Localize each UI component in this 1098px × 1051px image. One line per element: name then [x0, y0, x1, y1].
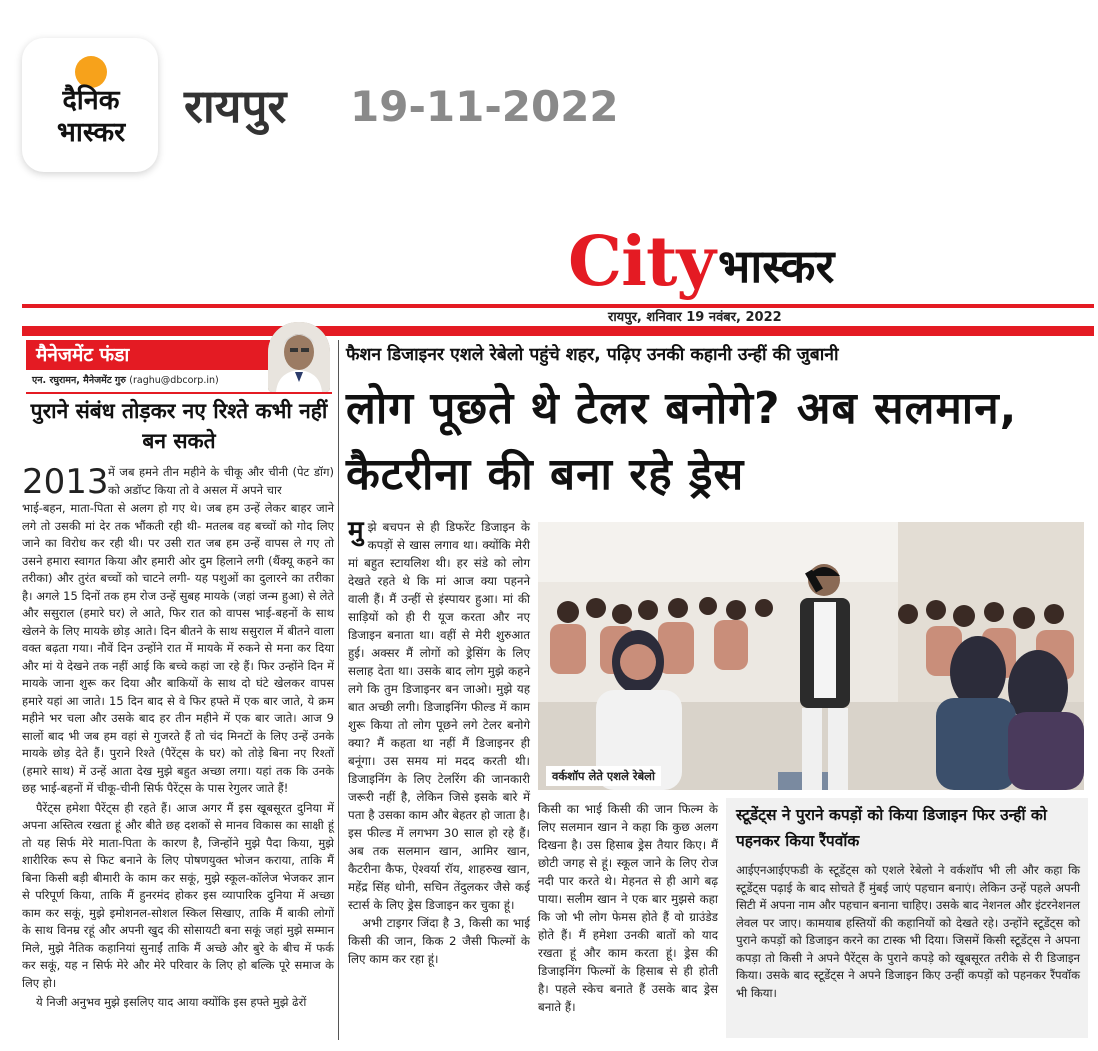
logo-text-line2: भास्कर [56, 117, 126, 148]
masthead-dateline: रायपुर, शनिवार 19 नवंबर, 2022 [608, 310, 782, 325]
column-lead-text: में जब हमने तीन महीने के चीकू और चीनी (पेट डॉग) को अडॉप्ट किया तो वे असल में अपने चार [108, 465, 334, 497]
author-name: एन. रघुरामन, मैनेजमेंट गुरु [32, 375, 126, 386]
sidebar-headline: स्टूडेंट्स ने पुराने कपड़ों को किया डिजाइन फिर उन्हीं को पहनकर किया रैंपवॉक [736, 806, 1047, 850]
author-line: एन. रघुरामन, मैनेजमेंट गुरु (raghu@dbcorp.in) [32, 375, 219, 386]
masthead-bhaskar: भास्कर [718, 239, 835, 293]
story-photo [538, 522, 1084, 790]
column-paragraph: ये निजी अनुभव मुझे इसलिए याद आया क्योंकि इस हफ्ते मुझे ढेरों [36, 995, 307, 1009]
column-paragraph: भाई-बहन, माता-पिता से अलग हो गए थे। जब हम उन्हें लेकर बाहर जाने लगे तो उसकी मां देर तक भौंकती रही थी- मतलब वह बच्चों को गोद लिए जाने का विरोध कर रही थी। पर उसी रात जब हम उन्हें वापस ले गए तो उसने हमारा स्वागत किया और हमारी ओर दुम हिलाने लगी (थैंक्यू कहने का तरीका) और तुरंत बच्चों को चाटने लगी- यह पशुओं का दुलारने का तरीका है। अगले 15 दिनों तक हम रोज उन्हें सुबह मायके (जहां जन्म हुआ) से लेते और ससुराल (हमारे घर) ले आते, फिर रात को वापस भाई-बहनों के साथ खेलने के लिए मायके छोड़ आते। दिन बीतने के साथ ससुराल में बीतने वाला वक्त बढ़ता गया। नौवें दिन उन्होंने रात में मायके में रुकने से मना कर दिया और मां ये देखने तक नहीं आई कि बच्चे कहां जा रहे हैं। फिर उन्होंने दिन में मायके जाना शुरू कर दिया और बाकियों के साथ दो घंटे खेलकर वापस हमारे यहां आ जाते। 15 दिन बाद से वे फिर हफ्ते में एक बार जाते, ये क्रम महीने भर चला और उसके बाद हर तीन महीने में एक बार जाते। आज 9 सालों बाद भी जब हम वहां से गुजरते हैं तो चंद मिनटों के लिए उन्हें उनके मायके छोड़ देते हैं। पुराने रिश्ते (पैरेंट्स के घर) को तोड़े बिना नए रिश्तों (हमारे साथ) में उन्हें आता देख मुझे बहुत अच्छा लगा। यहां तक कि उनके छह भाई-बहनों में चीकू-चीनी सिर्फ पैरेंट्स के पास रेगुलर जाते हैं! [22, 501, 334, 795]
story-paragraph: अभी टाइगर जिंदा है 3, किसी का भाई किसी की जान, किक 2 जैसी फिल्मों के लिए काम कर रहा हूं। [348, 916, 530, 966]
story-paragraph: झे बचपन से ही डिफरेंट डिजाइन के कपड़ों से खास लगाव था। क्योंकि मेरी मां बहुत स्टायलिश थी। हर संडे को लोग देखते रहते थे कि मां आज क्या पहनने वाली हैं। मैं उन्हीं से इंस्पायर हुआ। मां की साड़ियों को ही री यूज करता और नए डिजाइन बनाता था। वहीं से मेरी शुरुआत हुई। अक्सर मैं लोगों को ड्रेसिंग के लिए सलाह देता था। उसके बाद लोग मुझे कहने लगे कि तुम डिजाइनर बन जाओ। मुझे यह बात अच्छी लगी। डिजाइनिंग फील्ड में काम शुरू किया तो लोग पूछने लगे टेलर बनोगे क्या? मैं कहता था नहीं मैं डिजाइनर ही बनूंगा। उस समय मां मदद करती थी। डिजाइनिंग के लिए टेलरिंग की जानकारी जरूरी नहीं है, लेकिन जिसे इसके बारे में पता है उसका काम और बेहतर हो जाता है। इस फील्ड में लगभग 30 साल हो रहे हैं। अब तक सलमान खान, आमिर खान, कैटरीना कैफ, ऐश्वर्या रॉय, शाहरुख खान, महेंद्र सिंह धोनी, सचिन तेंदुलकर जैसे कई स्टार्स के लिए ड्रेस डिजाइन कर चुका हूं। [348, 520, 530, 912]
column-paragraph: पैरेंट्स हमेशा पैरेंट्स ही रहते हैं। आज अगर मैं इस खूबसूरत दुनिया में अपना अस्तित्व रखता हूं और बीते छह दशकों से मानव विकास का साक्षी हूं तो यह सिर्फ मेरे माता-पिता के कारण है, जिन्होंने मुझे पैदा किया, मुझे शारीरिक रूप से फिट बनाने के लिए पोषणयुक्त भोजन कराया, ताकि मैं बिना किसी बड़ी बीमारी के काम कर सकूं, मुझे स्कूल-कॉलेज भेजकर ज्ञान से परिपूर्ण किया, ताकि मैं हुनरमंद होकर इस व्यापारिक दुनिया में अच्छा काम कर सकूं, मुझे इमोशनल-सोशल स्किल सिखाए, ताकि मैं बाकी लोगों के साथ विनम्र रहूं और अपनी खुद की सोसायटी बना सकूं जहां मुझे सम्मान मिले, मुझे नैतिक कहानियां सुनाईं ताकि मैं अच्छे और बुरे के बीच में फर्क कर सकूं, यह न सिर्फ मेरे और मेरे परिवार के लिए हो बल्कि पूरे समाज के लिए हो। [22, 800, 334, 990]
edition-city: रायपुर [184, 79, 287, 133]
column-title: मैनेजमेंट फंडा [36, 344, 130, 366]
author-email: raghu@dbcorp.in [133, 375, 216, 386]
edition-date: 19-11-2022 [350, 82, 619, 131]
author-photo [268, 322, 330, 392]
section-band [22, 326, 1094, 336]
column-body [22, 500, 334, 1014]
logo-text-line1: दैनिक [62, 85, 120, 116]
story-dropcap: मु [348, 516, 364, 546]
masthead-rule [22, 304, 1094, 308]
photo-caption: वर्कशॉप लेते एशले रेबेलो [546, 766, 661, 786]
sidebar-body: आईएनआईएफडी के स्टूडेंट्स को एशले रेबेलो ने वर्कशॉप भी ली और कहा कि स्टूडेंट्स पढ़ाई के बाद सोचते हैं मुंबई जाएं पहचान बनाएं। लेकिन उन्हें पहले अपनी सिटी में अपना नाम और पहचान बनाना चाहिए। उसके बाद नेशनल और इंटरनेशनल लेवल पर जाए। कामयाब हस्तियों की कहानियों को देखते रहे। उन्होंने स्टूडेंट्स को पुराने कपड़ों को डिजाइन करने का टास्क भी दिया। जिसमें किसी स्टूडेंट्स ने अपना कपड़ा तो किसी ने अपने पैरेंट्स के पुराने कपड़े को खूबसूरत तरीके से री डिजाइन किया। उसके बाद स्टूडेंट्स ने अपने डिजाइन किए उन्हीं कपड़ों को पहनकर रैंपवॉक भी किया। [736, 863, 1080, 1000]
column-headline: पुराने संबंध तोड़कर नए रिश्ते कभी नहीं बन सकते [30, 399, 328, 453]
story-headline: लोग पूछते थे टेलर बनोगे? अब सलमान, कैटरीना की बना रहे ड्रेस [346, 383, 1018, 500]
masthead-city: City [568, 222, 715, 302]
story-kicker: फैशन डिजाइनर एशले रेबेलो पहुंचे शहर, पढ़िए उनकी कहानी उन्हीं की जुबानी [346, 345, 839, 365]
story-paragraph: किसी का भाई किसी की जान फिल्म के लिए सलमान खान ने कहा कि कुछ अलग दिखना है। उस हिसाब ड्रेस तैयार किए। मैं छोटी जगह से हूं। स्कूल जाने के लिए रोज नदी पार करते थे। मेहनत से ही आगे बढ़ पाया। सलीम खान ने एक बार मुझसे कहा कि जो भी लोग फेमस होते हैं वो ग्राउंडेड होते हैं। मैं हमेशा उनकी बातों को याद रखता हूं और काम करता हूं। ड्रेस की डिजाइनिंग फिल्मों के हिसाब से ही होती है। पहले स्केच बनाते हैं उसके बाद ड्रेस बनाते हैं। [538, 802, 718, 1014]
lead-year: 2013 [22, 462, 109, 502]
logo-sun-icon [75, 56, 107, 88]
column-rule [26, 392, 332, 394]
column-divider [338, 340, 339, 1040]
story-column-2 [538, 800, 718, 1016]
story-column-1 [348, 518, 530, 968]
